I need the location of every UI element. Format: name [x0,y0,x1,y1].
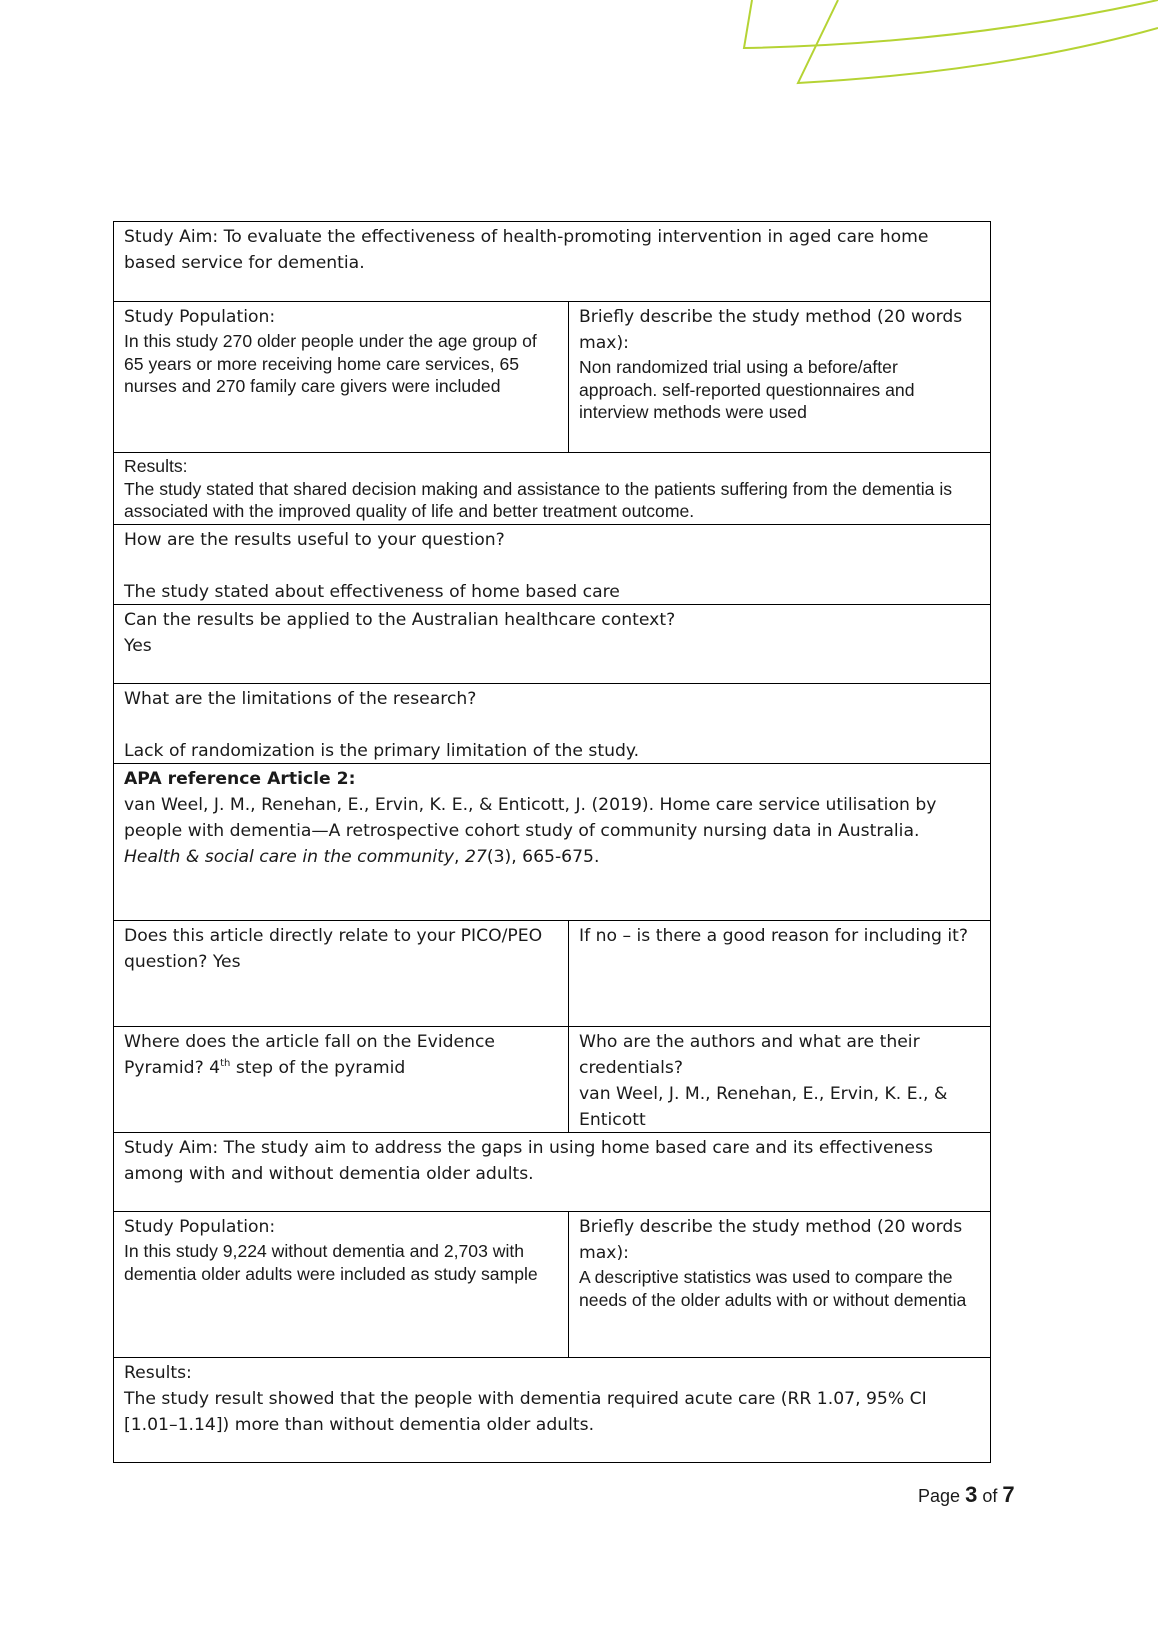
apa-reference-row [114,763,990,920]
reason-question: If no – is there a good reason for including it? [579,926,969,946]
limitations-cell [114,684,990,763]
population-2-label: Study Population: [124,1217,276,1237]
results-2-text: The study result showed that the people with dementia required acute care (RR 1.07, 95% CI [1.01–1.14]) more than without dementia older adults. [124,1389,927,1435]
results-2-label: Results: [124,1363,192,1383]
page-number: 3 [965,1482,978,1507]
results-2-cell [114,1358,990,1462]
authors-answer: van Weel, J. M., Renehan, E., Ervin, K. E., & Enticott [579,1084,948,1130]
apa-volume: 27 [464,847,487,867]
population-2-cell [114,1212,569,1357]
swoosh-line-1 [744,0,1158,48]
study-aim-2-row [114,1132,990,1211]
pyramid-question: Where does the article fall on the Evidence Pyramid? 4 [124,1032,495,1078]
population-label: Study Population: [124,307,276,327]
usefulness-answer: The study stated about effectiveness of home based care [124,582,620,602]
study-aim-text: Study Aim: To evaluate the effectiveness of health-promoting intervention in aged care home based service for dementia. [124,227,929,273]
limitations-question: What are the limitations of the research? [124,689,477,709]
population-cell [114,302,569,452]
results-cell [114,453,990,524]
results-label: Results: [124,456,188,476]
apa-citation-text: van Weel, J. M., Renehan, E., Ervin, K. E., & Enticott, J. (2019). Home care service utilisation by people with dementia—A retrospective cohort study of community nursing data in Australia. [124,795,937,841]
page-footer [918,1482,1015,1508]
pico-question: Does this article directly relate to your PICO/PEO question? Yes [124,926,543,972]
limitations-answer: Lack of randomization is the primary limitation of the study. [124,741,640,761]
population-text: In this study 270 older people under the age group of 65 years or more receiving home care services, 65 nurses and 270 family care givers were included [124,331,537,396]
method-2-label: Briefly describe the study method (20 words max): [579,1217,963,1263]
study-aim-2-text: Study Aim: The study aim to address the gaps in using home based care and its effectiveness among with and without dementia older adults. [124,1138,933,1184]
page-word: Page [918,1486,961,1506]
authors-cell [569,1027,990,1132]
study-aim-row [114,222,990,301]
results-2-row [114,1357,990,1462]
authors-question: Who are the authors and what are their credentials? [579,1032,920,1078]
swoosh-line-2 [798,0,1158,83]
applicability-row [114,604,990,683]
applicability-answer: Yes [124,636,152,656]
pyramid-answer [124,1029,558,1081]
method-2-cell [569,1212,990,1357]
results-text: The study stated that shared decision making and assistance to the patients suffering from the dementia is associated with the improved quality of life and better treatment outcome. [124,478,953,521]
applicability-question: Can the results be applied to the Australian healthcare context? [124,610,676,630]
method-2-text: A descriptive statistics was used to compare the needs of the older adults with or without dementia [579,1267,967,1310]
article-appraisal-table [113,221,991,1463]
decorative-swoosh [0,0,1158,100]
limitations-row [114,683,990,763]
study-aim-cell [114,222,990,301]
pyramid-authors-row [114,1026,990,1132]
apa-reference-cell [114,764,990,920]
results-row [114,452,990,524]
method-cell [569,302,990,452]
pyramid-cell [114,1027,569,1132]
reason-cell [569,921,990,1026]
apa-separator: , [454,847,465,867]
page-total: 7 [1002,1482,1015,1507]
pico-cell [114,921,569,1026]
pico-row [114,920,990,1026]
apa-heading: APA reference Article 2: [124,769,356,789]
method-text: Non randomized trial using a before/after approach. self-reported questionnaires and interview methods were used [579,357,915,422]
pyramid-ordinal: th [220,1058,231,1069]
apa-journal: Health & social care in the community [124,847,455,867]
method-label: Briefly describe the study method (20 words max): [579,307,963,353]
usefulness-question: How are the results useful to your question? [124,530,505,550]
pyramid-step: step of the pyramid [230,1058,406,1078]
population-method-2-row [114,1211,990,1357]
of-word: of [982,1486,998,1506]
applicability-cell [114,605,990,683]
apa-citation [124,792,980,870]
usefulness-cell [114,525,990,604]
study-aim-2-cell [114,1133,990,1211]
usefulness-row [114,524,990,604]
population-method-row [114,301,990,452]
apa-pages: (3), 665-675. [486,847,600,867]
population-2-text: In this study 9,224 without dementia and 2,703 with dementia older adults were included as study sample [124,1241,538,1284]
